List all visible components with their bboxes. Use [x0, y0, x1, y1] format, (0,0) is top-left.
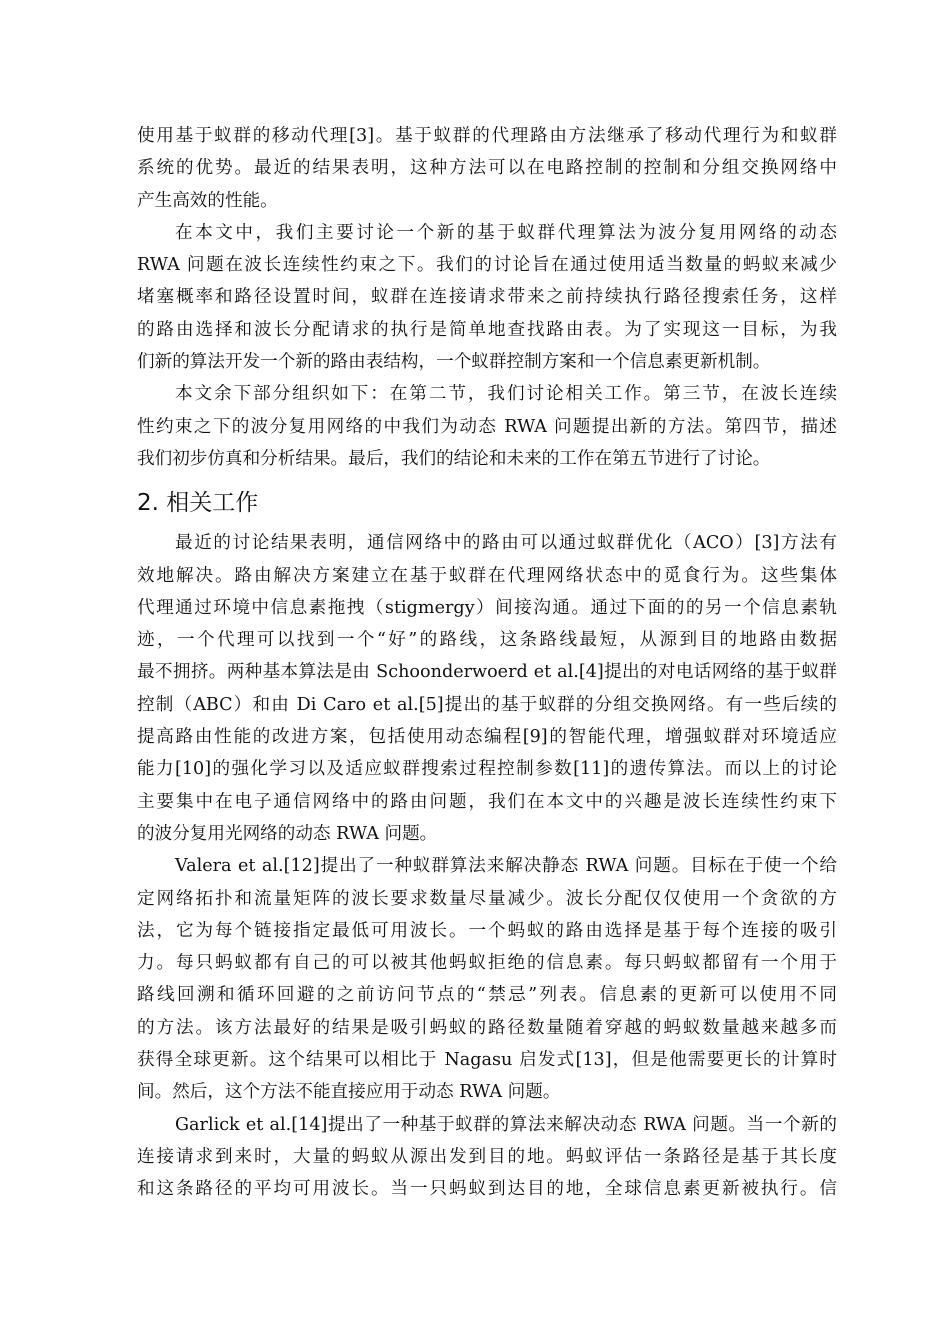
text-line: 在本文中，我们主要讨论一个新的基于蚁群代理算法为波分复用网络的动态 — [175, 222, 837, 243]
text-line: 代理通过环境中信息素拖拽（stigmergy）间接沟通。通过下面的的另一个信息素轨 — [137, 597, 837, 618]
text-line: 性约束之下的波分复用网络的中我们为动态 RWA 问题提出新的方法。第四节，描述 — [137, 416, 837, 437]
text-line: 能力[10]的强化学习以及适应蚁群搜索过程控制参数[11]的遗传算法。而以上的讨论 — [137, 759, 837, 780]
text-line: Garlick et al.[14]提出了一种基于蚁群的算法来解决动态 RWA 问题。当一个新的 — [175, 1114, 837, 1135]
text-line: RWA 问题在波长连续性约束之下。我们的讨论旨在通过使用适当数量的蚂蚁来减少 — [137, 255, 837, 276]
text-line: 间。然后，这个方法不能直接应用于动态 RWA 问题。 — [137, 1082, 561, 1103]
section-heading: 2. 相关工作 — [137, 490, 259, 517]
text-line: 我们初步仿真和分析结果。最后，我们的结论和未来的工作在第五节进行了讨论。 — [137, 448, 771, 469]
text-line: 定网络拓扑和流量矩阵的波长要求数量尽量减少。波长分配仅仅使用一个贪欲的方 — [137, 888, 837, 909]
text-line: 路线回溯和循环回避的之前访问节点的“禁忌”列表。信息素的更新可以使用不同 — [137, 985, 837, 1006]
text-line: 法，它为每个链接指定最低可用波长。一个蚂蚁的路由选择是基于每个连接的吸引 — [137, 920, 837, 941]
text-line: 堵塞概率和路径设置时间，蚁群在连接请求带来之前持续执行路径搜索任务，这样 — [137, 287, 837, 308]
text-line: 迹，一个代理可以找到一个“好”的路线，这条路线最短，从源到目的地路由数据 — [137, 630, 837, 651]
text-line: 连接请求到来时，大量的蚂蚁从源出发到目的地。蚂蚁评估一条路径是基于其长度 — [137, 1146, 837, 1167]
text-line: 们新的算法开发一个新的路由表结构，一个蚁群控制方案和一个信息素更新机制。 — [137, 352, 771, 373]
text-line: 系统的优势。最近的结果表明，这种方法可以在电路控制的控制和分组交换网络中 — [137, 158, 837, 179]
paragraph — [137, 378, 837, 475]
text-line: 主要集中在电子通信网络中的路由问题，我们在本文中的兴趣是波长连续性约束下 — [137, 791, 837, 812]
text-line: 最不拥挤。两种基本算法是由 Schoonderwoerd et al.[4]提出的对电话网络的基于蚁群 — [137, 662, 837, 683]
text-line: 本文余下部分组织如下：在第二节，我们讨论相关工作。第三节，在波长连续 — [175, 384, 837, 405]
text-line: 产生高效的性能。 — [137, 190, 278, 211]
text-line: 提高路由性能的改进方案，包括使用动态编程[9]的智能代理，增强蚁群对环境适应 — [137, 727, 837, 748]
text-line: 的路由选择和波长分配请求的执行是简单地查找路由表。为了实现这一目标，为我 — [137, 319, 837, 340]
document-page — [137, 120, 837, 1206]
text-line: 的波分复用光网络的动态 RWA 问题。 — [137, 823, 438, 844]
text-line: Valera et al.[12]提出了一种蚁群算法来解决静态 RWA 问题。目标在于使一个给 — [175, 856, 837, 877]
text-line: 和这条路径的平均可用波长。当一只蚂蚁到达目的地，全球信息素更新被执行。信 — [137, 1179, 837, 1200]
paragraph — [137, 850, 837, 1108]
text-line: 使用基于蚁群的移动代理[3]。基于蚁群的代理路由方法继承了移动代理行为和蚁群 — [137, 126, 837, 146]
text-line: 的方法。该方法最好的结果是吸引蚂蚁的路径数量随着穿越的蚂蚁数量越来越多而 — [137, 1017, 837, 1038]
text-line: 效地解决。路由解决方案建立在基于蚁群在代理网络状态中的觅食行为。这些集体 — [137, 565, 837, 586]
paragraph — [137, 527, 837, 850]
text-line: 最近的讨论结果表明，通信网络中的路由可以通过蚁群优化（ACO）[3]方法有 — [175, 533, 837, 554]
text-line: 力。每只蚂蚁都有自己的可以被其他蚂蚁拒绝的信息素。每只蚂蚁都留有一个用于 — [137, 953, 837, 974]
paragraph — [137, 217, 837, 378]
paragraph — [137, 120, 837, 217]
text-line: 控制（ABC）和由 Di Caro et al.[5]提出的基于蚁群的分组交换网络。有一些后续的 — [137, 694, 837, 715]
text-line: 获得全球更新。这个结果可以相比于 Nagasu 启发式[13]，但是他需要更长的计算时 — [137, 1050, 837, 1071]
paragraph — [137, 1109, 837, 1206]
